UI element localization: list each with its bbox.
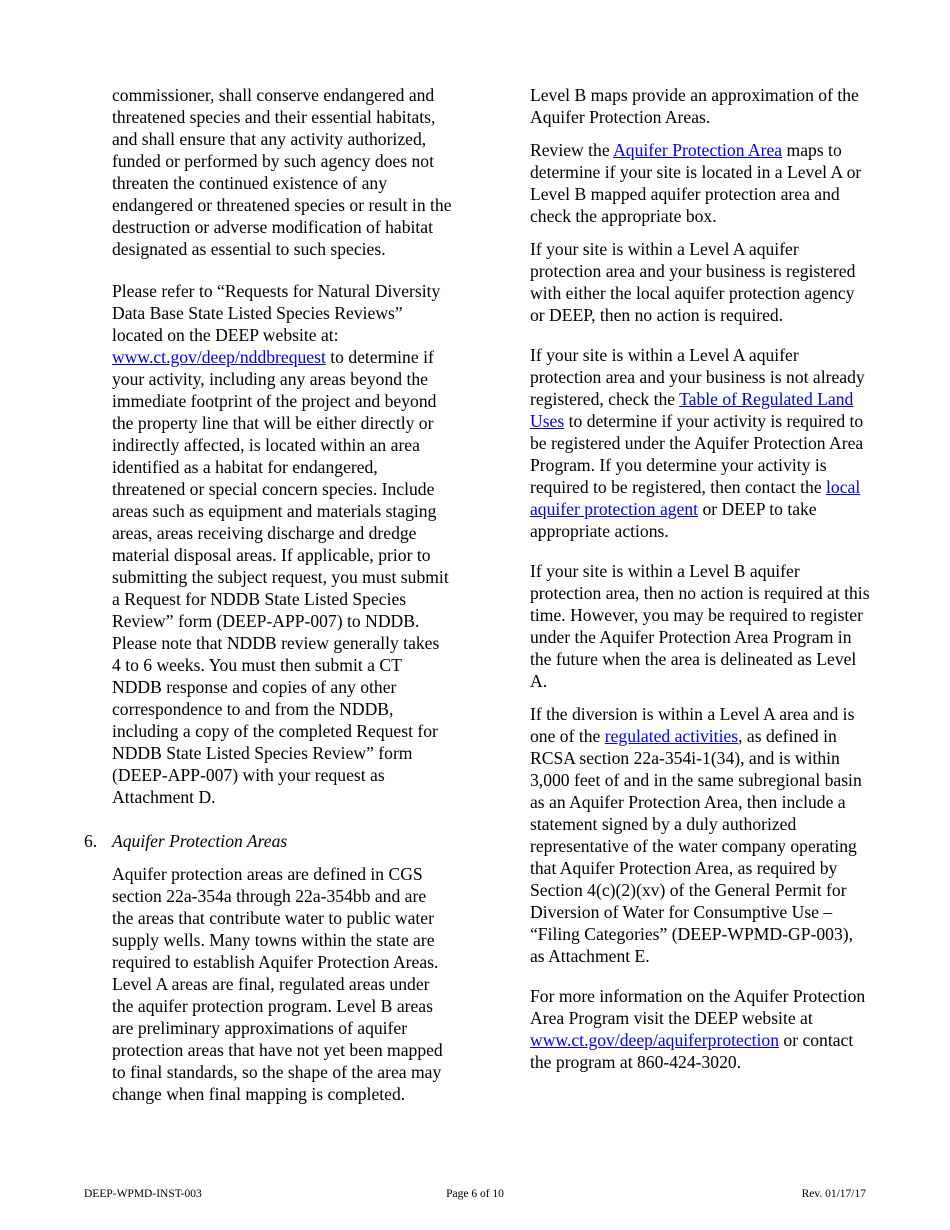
aquifer-protection-area-link[interactable]: Aquifer Protection Area [613,140,783,160]
review-text-after: maps to determine if your site is located in a Level A or Level B mapped aquifer protection area and check the appropriate box. [530,140,862,226]
nddb-text-after: to determine if your activity, including any areas beyond the immediate footprint of the project and beyond the property line that will be either directly or indirectly affected, is located within an area identified as a habitat for endangered, threatened or special concern species. Include areas such as equipment and materials staging areas, areas receiving discharge and dredge material disposal areas. If applicable, prior to submitting the subject request, you must submit a Request for NDDB State Listed Species Review” form (DEEP-APP-007) to NDDB. Please note that NDDB review generally takes 4 to 6 weeks. You must then submit a CT NDDB response and copies of any other correspondence to and from the NDDB, including a copy of the completed Request for NDDB State Listed Species Review” form (DEEP-APP-007) with your request as Attachment D. [112,347,449,807]
local-aquifer-protection-agent-link[interactable]: local aquifer protection agent [530,477,861,519]
level-b-paragraph: If your site is within a Level B aquifer protection area, then no action is required at this time. However, you may be required to register under the Aquifer Protection Area Program in the future when the area is delineated as Level A. [530,561,870,691]
right-column [530,84,870,1073]
review-text-before: Review the [530,140,614,160]
diversion-text-before: If the diversion is within a Level A area and is one of the [530,704,855,746]
not-registered-text-mid: to determine if your activity is required to be registered under the Aquifer Protection Area Program. If you determine your activity is required to be registered, then contact the [530,411,864,497]
review-maps-paragraph [530,139,870,227]
not-registered-text-after: or DEEP to take appropriate actions. [530,499,817,541]
table-of-regulated-land-uses-link[interactable]: Table of Regulated Land Uses [530,389,854,431]
more-info-text-after: or contact the program at 860-424-3020. [530,1030,854,1072]
diversion-paragraph [530,703,870,967]
left-column [84,84,452,1105]
level-b-maps-paragraph: Level B maps provide an approximation of the Aquifer Protection Areas. [530,85,859,127]
more-info-text-before: For more information on the Aquifer Protection Area Program visit the DEEP website at [530,986,866,1028]
footer-document-id: DEEP-WPMD-INST-003 [84,1188,202,1200]
nddb-text-before: Please refer to “Requests for Natural Diversity Data Base State Listed Species Reviews” located on the DEEP website at: [112,281,441,345]
nddb-request-link[interactable]: www.ct.gov/deep/nddbrequest [112,347,326,367]
section-heading [84,830,452,852]
level-a-registered-paragraph: If your site is within a Level A aquifer protection area and your business is registered with either the local aquifer protection agency or DEEP, then no action is required. [530,239,856,325]
endangered-species-paragraph: commissioner, shall conserve endangered and threatened species and their essential habitats, and shall ensure that any activity authorized, funded or performed by such agency does not threaten the continued existence of any endangered or threatened species or result in the destruction or adverse modification of habitat designated as essential to such species. [112,85,452,259]
not-registered-text-before: If your site is within a Level A aquifer protection area and your business is not already registered, check the [530,345,865,409]
footer-revision: Rev. 01/17/17 [801,1188,866,1200]
aquifer-definition-paragraph: Aquifer protection areas are defined in CGS section 22a-354a through 22a-354bb and are the areas that contribute water to public water supply wells. Many towns within the state are required to establish Aquifer Protection Areas. Level A areas are final, regulated areas under the aquifer protection program. Level B areas are preliminary approximations of aquifer protection areas that have not yet been mapped to final standards, so the shape of the area may change when final mapping is completed. [112,864,443,1104]
regulated-activities-link[interactable]: regulated activities [604,726,739,746]
section-title: Aquifer Protection Areas [112,831,288,851]
diversion-text-after: , as defined in RCSA section 22a-354i-1(34), and is within 3,000 feet of and in the same subregional basin as an Aquifer Protection Area, then include a statement signed by a duly authorized representative of the water company operating that Aquifer Protection Area, as required by Section 4(c)(2)(xv) of the General Permit for Diversion of Water for Consumptive Use – “Filing Categories” (DEEP-WPMD-GP-003), as Attachment E. [530,726,862,966]
level-a-not-registered-paragraph [530,344,870,542]
more-info-paragraph [530,985,870,1073]
section-number: 6. [84,831,98,851]
nddb-paragraph [112,280,452,808]
aquifer-protection-website-link[interactable]: www.ct.gov/deep/aquiferprotection [530,1030,779,1050]
footer-page-number: Page 6 of 10 [446,1188,504,1200]
